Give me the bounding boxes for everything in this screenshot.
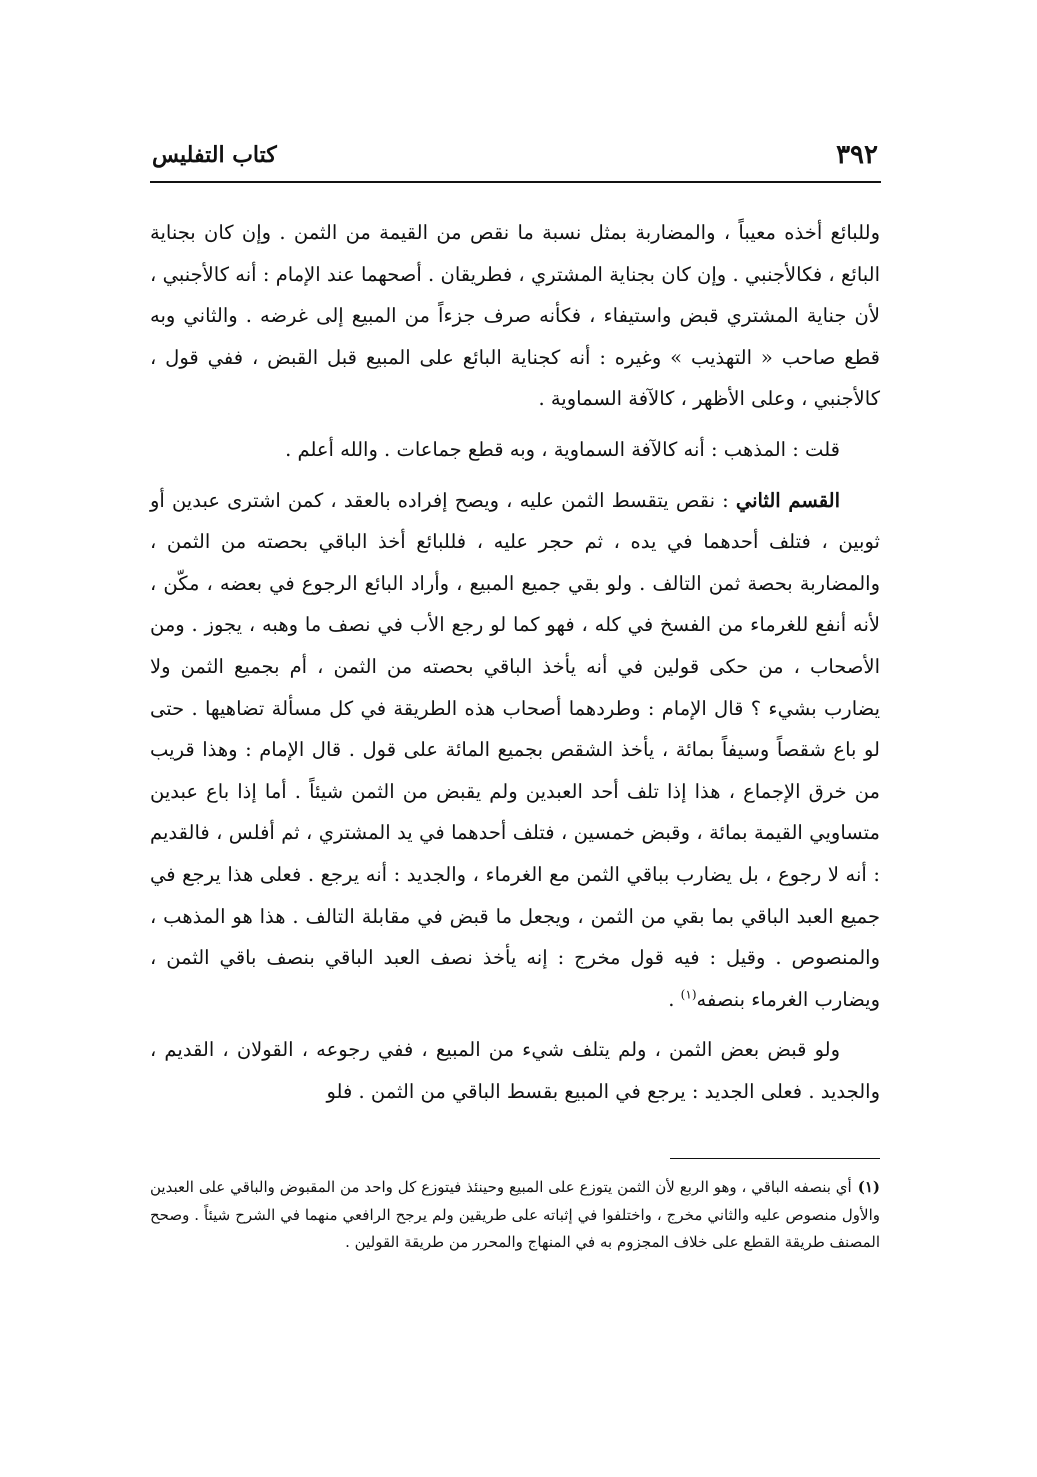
paragraph-4: ولو قبض بعض الثمن ، ولم يتلف شيء من المبيع ، ففي رجوعه ، القولان ، القديم ، والجديد . فعلى الجديد : يرجع في المبيع بقسط الباقي من الثمن . فلو [150,1038,880,1103]
footnote-text: أي بنصفه الباقي ، وهو الربع لأن الثمن يتوزع على المبيع وحينئذ فيتوزع كل واحد من المقبوض والباقي على العبدين والأول منصوص عليه والثاني مخرج ، واختلفوا في إثباته على طريقين ولم يرجح الرافعي منهما في الشرح شيئاً . وصحح المصنف طريقة القطع على خلاف المجزوم به في المنهاج والمحرر من طريقة القولين . [150,1178,880,1251]
paragraph-3 [150,480,880,1021]
section-heading: القسم الثاني [735,488,840,512]
paragraph-1: وللبائع أخذه معيباً ، والمضاربة بمثل نسبة ما نقص من القيمة من الثمن . وإن كان بجناية البائع ، فكالأجنبي . وإن كان بجناية المشتري ، فطريقان . أصحهما عند الإمام : أنه كالأجنبي ، لأن جناية المشتري قبض واستيفاء ، فكأنه صرف جزءاً من المبيع إلى غرضه . والثاني وبه قطع صاحب « التهذيب » وغيره : أنه كجناية البائع على المبيع قبل القبض ، ففي قول ، كالأجنبي ، وعلى الأظهر ، كالآفة السماوية . [150,221,880,411]
main-text [150,212,880,1112]
paragraph-3-text: : نقص يتقسط الثمن عليه ، ويصح إفراده بالعقد ، كمن اشترى عبدين أو ثوبين ، فتلف أحدهما في يده ، ثم حجر عليه ، فللبائع أخذ الباقي بحصته من الثمن ، والمضاربة بحصة ثمن التالف . ولو بقي جميع المبيع ، وأراد البائع الرجوع في بعضه ، مكّن ، لأنه أنفع للغرماء من الفسخ في كله ، فهو كما لو رجع الأب في نصف ما وهبه ، يجوز . ومن الأصحاب ، من حكى قولين في أنه يأخذ الباقي بحصته من الثمن ، أم بجميع الثمن ولا يضارب بشيء ؟ قال الإمام : وطردهما أصحاب هذه الطريقة في كل مسألة تضاهيها . حتى لو باع شقصاً وسيفاً بمائة ، يأخذ الشقص بجميع المائة على قول . قال الإمام : وهذا قريب من خرق الإجماع ، هذا إذا تلف أحد العبدين ولم يقبض من الثمن شيئاً . أما إذا باع عبدين متساويي القيمة بمائة ، وقبض خمسين ، فتلف أحدهما في يد المشتري ، ثم أفلس ، فالقديم : أنه لا رجوع ، بل يضارب بباقي الثمن مع الغرماء ، والجديد : أنه يرجع . فعلى هذا يرجع في جميع العبد الباقي بما بقي من الثمن ، ويجعل ما قبض في مقابلة التالف . هذا هو المذهب ، والمنصوص . وقيل : فيه قول مخرج : إنه يأخذ نصف العبد الباقي بنصف باقي الثمن ، ويضارب الغرماء بنصفه [150,488,880,1011]
book-title: كتاب التفليس [152,142,277,168]
footnote-marker: (١) [857,1178,880,1196]
footnote-divider [670,1158,880,1159]
footnote [150,1174,880,1257]
paragraph-3-tail: . [668,987,681,1011]
header-divider [150,181,881,183]
footnote-reference: (١) [680,987,697,1002]
page-number: ٣٩٢ [836,140,878,170]
paragraph-2: قلت : المذهب : أنه كالآفة السماوية ، وبه قطع جماعات . والله أعلم . [285,437,840,461]
running-header [150,138,880,182]
